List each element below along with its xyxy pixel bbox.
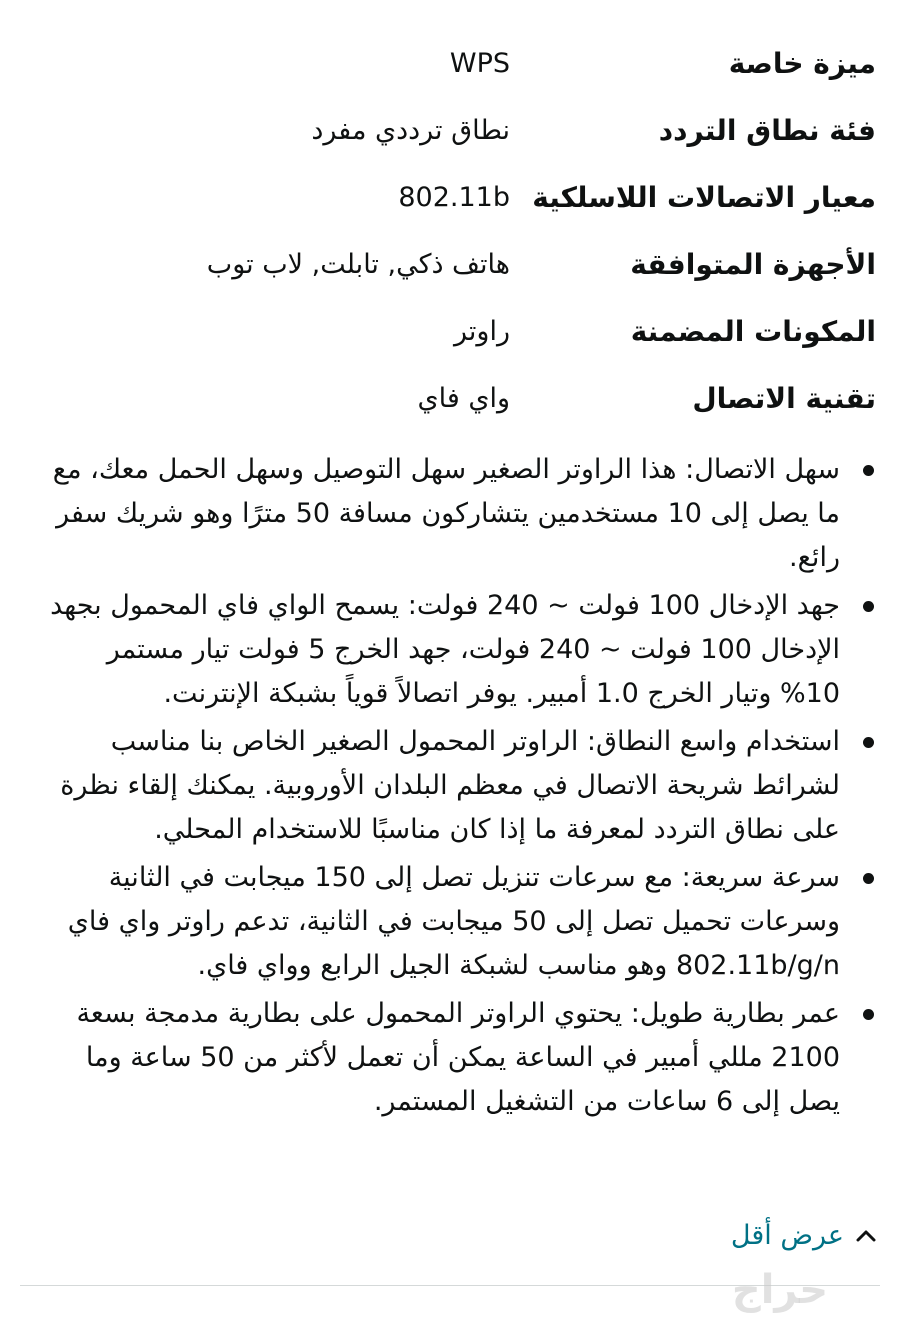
spec-label: ميزة خاصة — [728, 47, 876, 80]
bullet-text: استخدام واسع النطاق: الراوتر المحمول الصغير الخاص بنا مناسب لشرائط شريحة الاتصال في معظم البلدان الأوروبية. يمكنك إلقاء نظرة على نطاق التردد لمعرفة ما إذا كان مناسبًا للاستخدام المحلي. — [60, 726, 840, 845]
spec-label: الأجهزة المتوافقة — [630, 248, 876, 281]
spec-label: فئة نطاق التردد — [658, 114, 876, 147]
spec-value: هاتف ذكي, تابلت, لاب توب — [206, 249, 510, 280]
spec-row-wireless-standard — [24, 164, 876, 231]
chevron-up-icon — [854, 1224, 878, 1248]
show-less-button[interactable] — [731, 1220, 878, 1251]
spec-value: نطاق ترددي مفرد — [311, 115, 510, 146]
bullet-icon — [863, 1009, 874, 1020]
bullet-icon — [863, 601, 874, 612]
spec-label: المكونات المضمنة — [630, 315, 876, 348]
watermark-logo: حراج — [731, 1267, 829, 1313]
spec-row-connectivity — [24, 365, 876, 432]
list-item — [40, 584, 878, 716]
bullet-icon — [863, 873, 874, 884]
spec-value: واي فاي — [417, 383, 510, 414]
list-item — [40, 720, 878, 852]
list-item — [40, 856, 878, 988]
bullet-text: جهد الإدخال 100 فولت ~ 240 فولت: يسمح الواي فاي المحمول بجهد الإدخال 100 فولت ~ 240 فولت، جهد الخرج 5 فولت تيار مستمر 10% وتيار الخرج 1.0 أمبير. يوفر اتصالاً قوياً بشبكة الإنترنت. — [50, 590, 840, 709]
bullet-text: سرعة سريعة: مع سرعات تنزيل تصل إلى 150 ميجابت في الثانية وسرعات تحميل تصل إلى 50 ميجابت في الثانية، تدعم راوتر واي فاي 802.11b/g/n وهو مناسب لشبكة الجيل الرابع وواي فاي. — [67, 862, 840, 981]
spec-value: 802.11b — [398, 182, 510, 213]
spec-row-special-feature — [24, 30, 876, 97]
show-less-label: عرض أقل — [730, 1220, 844, 1251]
spec-value: WPS — [449, 48, 510, 79]
spec-label: معيار الاتصالات اللاسلكية — [532, 181, 876, 214]
spec-row-frequency-band — [24, 97, 876, 164]
spec-value: راوتر — [454, 316, 510, 347]
feature-bullets — [40, 448, 878, 1128]
bullet-text: سهل الاتصال: هذا الراوتر الصغير سهل التوصيل وسهل الحمل معك، مع ما يصل إلى 10 مستخدمين يتشاركون مسافة 50 مترًا وهو شريك سفر رائع. — [52, 454, 840, 573]
list-item — [40, 448, 878, 580]
bullet-icon — [863, 737, 874, 748]
bullet-icon — [863, 465, 874, 476]
spec-row-compatible-devices — [24, 231, 876, 298]
spec-label: تقنية الاتصال — [692, 382, 876, 415]
bullet-text: عمر بطارية طويل: يحتوي الراوتر المحمول على بطارية مدمجة بسعة 2100 مللي أمبير في الساعة يمكن أن تعمل لأكثر من 50 ساعة وما يصل إلى 6 ساعات من التشغيل المستمر. — [76, 998, 840, 1117]
spec-table — [24, 30, 876, 432]
spec-row-included-components — [24, 298, 876, 365]
list-item — [40, 992, 878, 1124]
